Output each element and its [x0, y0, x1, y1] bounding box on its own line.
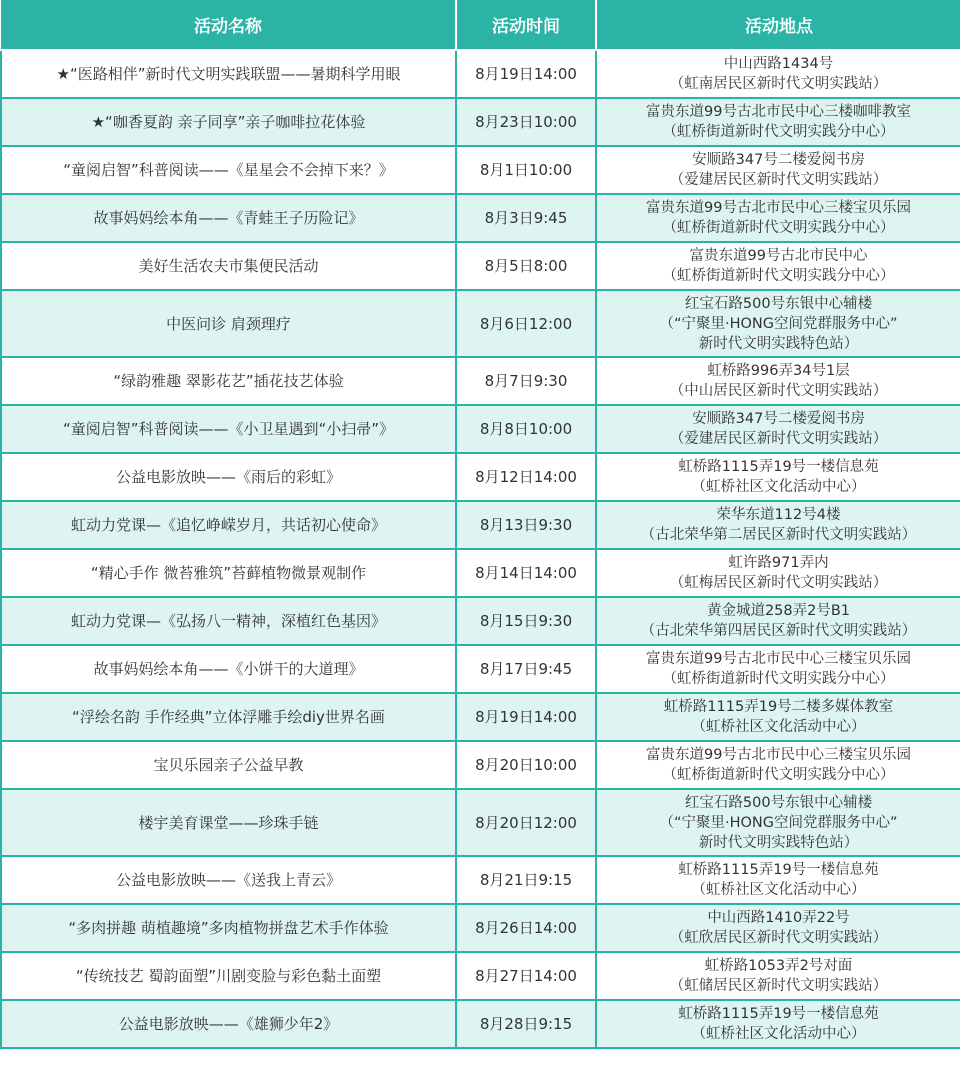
activity-time-cell: 8月15日9:30: [456, 597, 596, 645]
activity-time-cell: 8月17日9:45: [456, 645, 596, 693]
activity-time-cell: 8月23日10:00: [456, 98, 596, 146]
header-activity-name: 活动名称: [1, 0, 456, 50]
location-line: （虹梅居民区新时代文明实践站）: [669, 575, 888, 591]
activity-name-cell: “童阅启智”科普阅读——《小卫星遇到“小扫帚”》: [1, 405, 456, 453]
location-line: （虹桥街道新时代文明实践分中心）: [662, 124, 895, 140]
activity-location-cell: [596, 645, 960, 693]
activity-location-cell: [596, 501, 960, 549]
header-activity-time: 活动时间: [456, 0, 596, 50]
header-activity-location: 活动地点: [596, 0, 960, 50]
activity-time-cell: 8月8日10:00: [456, 405, 596, 453]
location-line: 新时代文明实践特色站）: [698, 335, 859, 352]
activity-location-cell: [596, 146, 960, 194]
activity-time-cell: 8月20日10:00: [456, 741, 596, 789]
table-row: [1, 693, 960, 741]
location-line: 新时代文明实践特色站）: [698, 834, 859, 851]
activity-location-cell: [596, 357, 960, 405]
table-row: [1, 952, 960, 1000]
activity-location-cell: [596, 194, 960, 242]
activity-name-cell: 宝贝乐园亲子公益早教: [1, 741, 456, 789]
location-line: 虹桥路996弄34号1层: [707, 363, 850, 379]
activity-name-cell: 故事妈妈绘本角——《小饼干的大道理》: [1, 645, 456, 693]
location-line: （中山居民区新时代文明实践站）: [669, 383, 888, 399]
location-line: 富贵东道99号古北市民中心三楼宝贝乐园: [646, 200, 911, 216]
activity-time-cell: 8月28日9:15: [456, 1000, 596, 1048]
activity-location-cell: [596, 242, 960, 290]
location-line: 富贵东道99号古北市民中心三楼咖啡教室: [646, 104, 911, 120]
activity-location-cell: [596, 1000, 960, 1048]
activity-location-cell: [596, 741, 960, 789]
activity-name-cell: “传统技艺 蜀韵面塑”川剧变脸与彩色黏土面塑: [1, 952, 456, 1000]
table-row: [1, 405, 960, 453]
activity-name-cell: 公益电影放映——《雄狮少年2》: [1, 1000, 456, 1048]
location-line: （古北荣华第二居民区新时代文明实践站）: [640, 527, 917, 543]
location-line: （虹桥街道新时代文明实践分中心）: [662, 671, 895, 687]
activity-name-cell: “多肉拼趣 萌植趣境”多肉植物拼盘艺术手作体验: [1, 904, 456, 952]
table-row: [1, 501, 960, 549]
activity-location-cell: [596, 549, 960, 597]
activity-name-cell: 虹动力党课—《追忆峥嵘岁月，共话初心使命》: [1, 501, 456, 549]
activity-time-cell: 8月1日10:00: [456, 146, 596, 194]
activity-time-cell: 8月27日14:00: [456, 952, 596, 1000]
activity-time-cell: 8月12日14:00: [456, 453, 596, 501]
location-line: （爱建居民区新时代文明实践站）: [669, 431, 888, 447]
activity-name-cell: “浮绘名韵 手作经典”立体浮雕手绘diy世界名画: [1, 693, 456, 741]
activity-time-cell: 8月14日14:00: [456, 549, 596, 597]
table-row: [1, 645, 960, 693]
location-line: （“宁聚里·HONG空间党群服务中心”: [659, 315, 898, 332]
activity-location-cell: [596, 789, 960, 856]
location-line: 虹桥路1115弄19号一楼信息苑: [678, 862, 879, 878]
table-row: [1, 194, 960, 242]
location-line: （虹桥社区文化活动中心）: [691, 719, 866, 735]
activity-time-cell: 8月19日14:00: [456, 50, 596, 98]
location-line: 安顺路347号二楼爱阅书房: [692, 411, 865, 427]
table-row: [1, 549, 960, 597]
activity-location-cell: [596, 856, 960, 904]
location-line: （虹南居民区新时代文明实践站）: [669, 76, 888, 92]
location-line: 虹许路971弄内: [728, 555, 829, 571]
activity-location-cell: [596, 290, 960, 357]
location-line: （爱建居民区新时代文明实践站）: [669, 172, 888, 188]
location-line: 虹桥路1115弄19号二楼多媒体教室: [663, 699, 894, 715]
location-line: （虹储居民区新时代文明实践站）: [669, 978, 888, 994]
location-line: （虹欣居民区新时代文明实践站）: [669, 930, 888, 946]
activity-time-cell: 8月5日8:00: [456, 242, 596, 290]
activity-name-cell: “精心手作 微苔雅筑”苔藓植物微景观制作: [1, 549, 456, 597]
location-line: 虹桥路1053弄2号对面: [704, 958, 853, 974]
activity-location-cell: [596, 50, 960, 98]
activity-name-cell: 美好生活农夫市集便民活动: [1, 242, 456, 290]
table-row: [1, 856, 960, 904]
activity-location-cell: [596, 597, 960, 645]
activity-time-cell: 8月13日9:30: [456, 501, 596, 549]
table-row: [1, 98, 960, 146]
activity-name-cell: “绿韵雅趣 翠影花艺”插花技艺体验: [1, 357, 456, 405]
table-row: [1, 242, 960, 290]
activity-time-cell: 8月19日14:00: [456, 693, 596, 741]
activity-time-cell: 8月21日9:15: [456, 856, 596, 904]
table-row: [1, 741, 960, 789]
activity-time-cell: 8月3日9:45: [456, 194, 596, 242]
location-line: （虹桥街道新时代文明实践分中心）: [662, 220, 895, 236]
location-line: （虹桥社区文化活动中心）: [691, 1026, 866, 1042]
location-line: 安顺路347号二楼爱阅书房: [692, 152, 865, 168]
table-header-row: [1, 0, 960, 50]
table-row: [1, 357, 960, 405]
location-line: 红宝石路500号东银中心辅楼: [684, 295, 873, 312]
activity-location-cell: [596, 952, 960, 1000]
activity-time-cell: 8月6日12:00: [456, 290, 596, 357]
table-row: [1, 789, 960, 856]
location-line: 中山西路1410弄22号: [707, 910, 850, 926]
activity-name-cell: ★“咖香夏韵 亲子同享”亲子咖啡拉花体验: [1, 98, 456, 146]
activity-name-cell: ★“医路相伴”新时代文明实践联盟——暑期科学用眼: [1, 50, 456, 98]
location-line: （虹桥街道新时代文明实践分中心）: [662, 767, 895, 783]
location-line: （虹桥社区文化活动中心）: [691, 882, 866, 898]
activity-time-cell: 8月20日12:00: [456, 789, 596, 856]
activity-name-cell: 虹动力党课—《弘扬八一精神，深植红色基因》: [1, 597, 456, 645]
activity-name-cell: 公益电影放映——《雨后的彩虹》: [1, 453, 456, 501]
location-line: 富贵东道99号古北市民中心三楼宝贝乐园: [646, 651, 911, 667]
location-line: （虹桥街道新时代文明实践分中心）: [662, 268, 895, 284]
table-row: [1, 904, 960, 952]
location-line: （虹桥社区文化活动中心）: [691, 479, 866, 495]
activity-name-cell: 中医问诊 肩颈理疗: [1, 290, 456, 357]
location-line: 富贵东道99号古北市民中心三楼宝贝乐园: [646, 747, 911, 763]
activity-location-cell: [596, 693, 960, 741]
activity-location-cell: [596, 453, 960, 501]
location-line: 富贵东道99号古北市民中心: [689, 248, 868, 264]
table-body: [1, 50, 960, 1048]
activity-name-cell: 故事妈妈绘本角——《青蛙王子历险记》: [1, 194, 456, 242]
activity-name-cell: 公益电影放映——《送我上青云》: [1, 856, 456, 904]
table-row: [1, 290, 960, 357]
activity-location-cell: [596, 405, 960, 453]
location-line: 黄金城道258弄2号B1: [706, 603, 851, 619]
location-line: 荣华东道112号4楼: [716, 507, 841, 523]
table-row: [1, 597, 960, 645]
activity-name-cell: “童阅启智”科普阅读——《星星会不会掉下来？》: [1, 146, 456, 194]
table-row: [1, 1000, 960, 1048]
activity-time-cell: 8月26日14:00: [456, 904, 596, 952]
location-line: 红宝石路500号东银中心辅楼: [684, 794, 873, 811]
activity-location-cell: [596, 98, 960, 146]
location-line: 中山西路1434号: [723, 56, 834, 72]
location-line: 虹桥路1115弄19号一楼信息苑: [678, 459, 879, 475]
table-row: [1, 50, 960, 98]
location-line: （“宁聚里·HONG空间党群服务中心”: [659, 814, 898, 831]
table-row: [1, 453, 960, 501]
location-line: 虹桥路1115弄19号一楼信息苑: [678, 1006, 879, 1022]
table-row: [1, 146, 960, 194]
activity-location-cell: [596, 904, 960, 952]
location-line: （古北荣华第四居民区新时代文明实践站）: [640, 623, 917, 639]
activity-name-cell: 楼宇美育课堂——珍珠手链: [1, 789, 456, 856]
activity-time-cell: 8月7日9:30: [456, 357, 596, 405]
